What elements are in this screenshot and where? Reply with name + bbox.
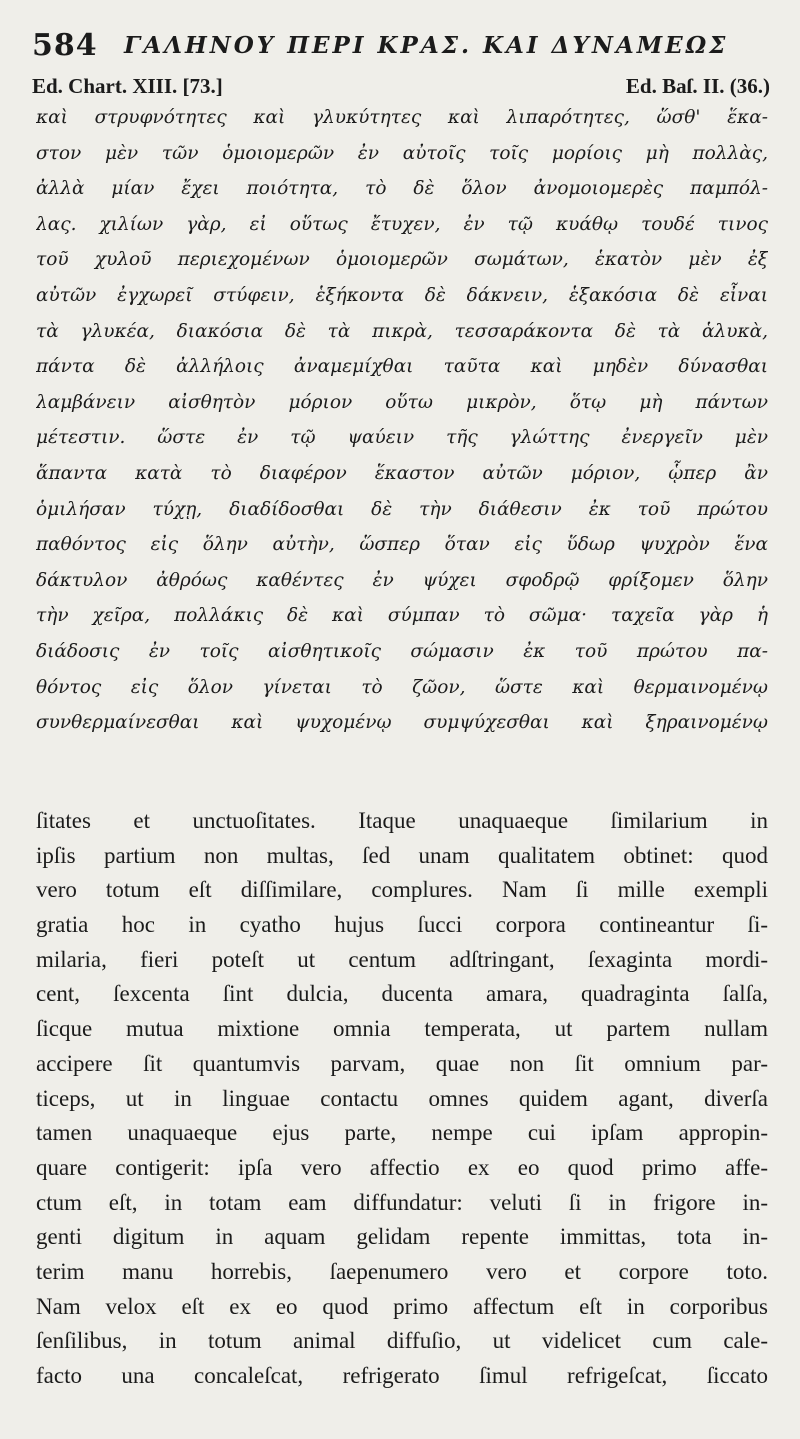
latin-text-line: genti digitum in aquam gelidam repente immittas, tota in- [36,1224,768,1250]
greek-text-line: διάδοσις ἐν τοῖς αἰσθητικοῖς σώμασιν ἐκ τοῦ πρώτου πα- [36,640,768,662]
latin-text-line: ſenſilibus, in totum animal diffuſio, ut videlicet cum cale- [36,1328,768,1354]
latin-text-line: ſitates et unctuoſitates. Itaque unaquaeque ſimilarium in [36,808,768,833]
latin-text-line: terim manu horrebis, ſaepenumero vero et corpore toto. [36,1258,768,1284]
latin-text-line: tamen unaquaeque ejus parte, nempe cui ipſam appropin- [36,1120,768,1146]
greek-text-line: τοῦ χυλοῦ περιεχομένων ὁμοιομερῶν σωμάτων, ἑκατὸν μὲν ἐξ [36,249,768,271]
greek-text-line: παθόντος εἰς ὅλην αὐτὴν, ὥσπερ ὅταν εἰς ὕδωρ ψυχρὸν ἕνα [36,534,768,556]
greek-text-line: ὁμιλήσαν τύχῃ, διαδίδοσθαι δὲ τὴν διάθεσιν ἐκ τοῦ πρώτου [36,498,768,520]
latin-text-line: gratia hoc in cyatho hujus ſucci corpora contineantur ſi- [36,912,768,938]
greek-text-block [36,100,768,741]
greek-text-line: συνθερμαίνεσθαι καὶ ψυχομένῳ συμψύχεσθαι καὶ ξηραινομένῳ [36,712,768,734]
greek-text-line: θόντος εἰς ὅλον γίνεται τὸ ζῶον, ὥστε καὶ θερμαινομένῳ [36,676,768,698]
greek-text-line: μέτεστιν. ὥστε ἐν τῷ ψαύειν τῆς γλώττης ἐνεργεῖν μὲν [36,427,768,449]
running-title: ΓΑΛΗΝΟΥ ΠΕΡΙ ΚΡΑΣ. ΚΑΙ ΔΥΝΑΜΕΩΣ [124,32,729,59]
greek-text-line: πάντα δὲ ἀλλήλοις ἀναμεμίχθαι ταῦτα καὶ μηδὲν δύνασθαι [36,356,768,378]
latin-text-line: quare contigerit: ipſa vero affectio ex eo quod primo affe- [36,1154,768,1180]
latin-text-block [36,804,768,1394]
latin-text-line: ticeps, ut in linguae contactu omnes quidem agant, diverſa [36,1085,768,1111]
latin-text-line: milaria, fieri poteſt ut centum adſtringant, ſexaginta mordi- [36,946,768,972]
greek-text-line: αὐτῶν ἐγχωρεῖ στύφειν, ἑξήκοντα δὲ δάκνειν, ἑξακόσια δὲ εἶναι [36,284,768,306]
page-number: 584 [32,28,98,63]
latin-text-line: ctum eſt, in totam eam diffundatur: veluti ſi in frigore in- [36,1189,768,1215]
latin-text-line: ſicque mutua mixtione omnia temperata, ut partem nullam [36,1016,768,1042]
greek-text-line: στον μὲν τῶν ὁμοιομερῶν ἐν αὐτοῖς τοῖς μορίοις μὴ πολλὰς, [36,142,768,164]
latin-text-line: facto una concaleſcat, refrigerato ſimul refrigeſcat, ſiccato [36,1363,768,1388]
latin-text-line: vero totum eſt diſſimilare, complures. Nam ſi mille exempli [36,877,768,903]
edition-basel-reference: Ed. Baſ. II. (36.) [625,74,770,98]
greek-text-line: ἀλλὰ μίαν ἔχει ποιότητα, τὸ δὲ ὅλον ἀνομοιομερὲς παμπόλ- [36,178,768,200]
latin-text-line: cent, ſexcenta ſint dulcia, ducenta amara, quadraginta ſalſa, [36,981,768,1007]
latin-text-line: Nam velox eſt ex eo quod primo affectum eſt in corporibus [36,1293,768,1319]
greek-text-line: δάκτυλον ἀθρόως καθέντες ἐν ψύχει σφοδρῷ φρίξομεν ὅλην [36,569,768,591]
greek-text-line: λαμβάνειν αἰσθητὸν μόριον οὕτω μικρὸν, ὅτῳ μὴ πάντων [36,391,768,413]
greek-text-line: τὴν χεῖρα, πολλάκις δὲ καὶ σύμπαν τὸ σῶμα· ταχεῖα γὰρ ἡ [36,605,768,627]
page-header [32,28,772,68]
latin-text-line: ipſis partium non multas, ſed unam qualitatem obtinet: quod [36,842,768,868]
greek-text-line: τὰ γλυκέα, διακόσια δὲ τὰ πικρὰ, τεσσαράκοντα δὲ τὰ ἁλυκὰ, [36,320,768,342]
edition-chart-reference: Ed. Chart. XIII. [73.] [32,74,223,98]
greek-text-line: λας. χιλίων γὰρ, εἰ οὕτως ἔτυχεν, ἐν τῷ κυάθῳ τουδέ τινος [36,213,768,235]
greek-text-line: καὶ στρυφνότητες καὶ γλυκύτητες καὶ λιπαρότητες, ὥσθ' ἕκα- [36,107,768,128]
greek-text-line: ἅπαντα κατὰ τὸ διαφέρον ἕκαστον αὐτῶν μόριον, ᾧπερ ἂν [36,462,768,484]
latin-text-line: accipere ſit quantumvis parvam, quae non ſit omnium par- [36,1050,768,1076]
